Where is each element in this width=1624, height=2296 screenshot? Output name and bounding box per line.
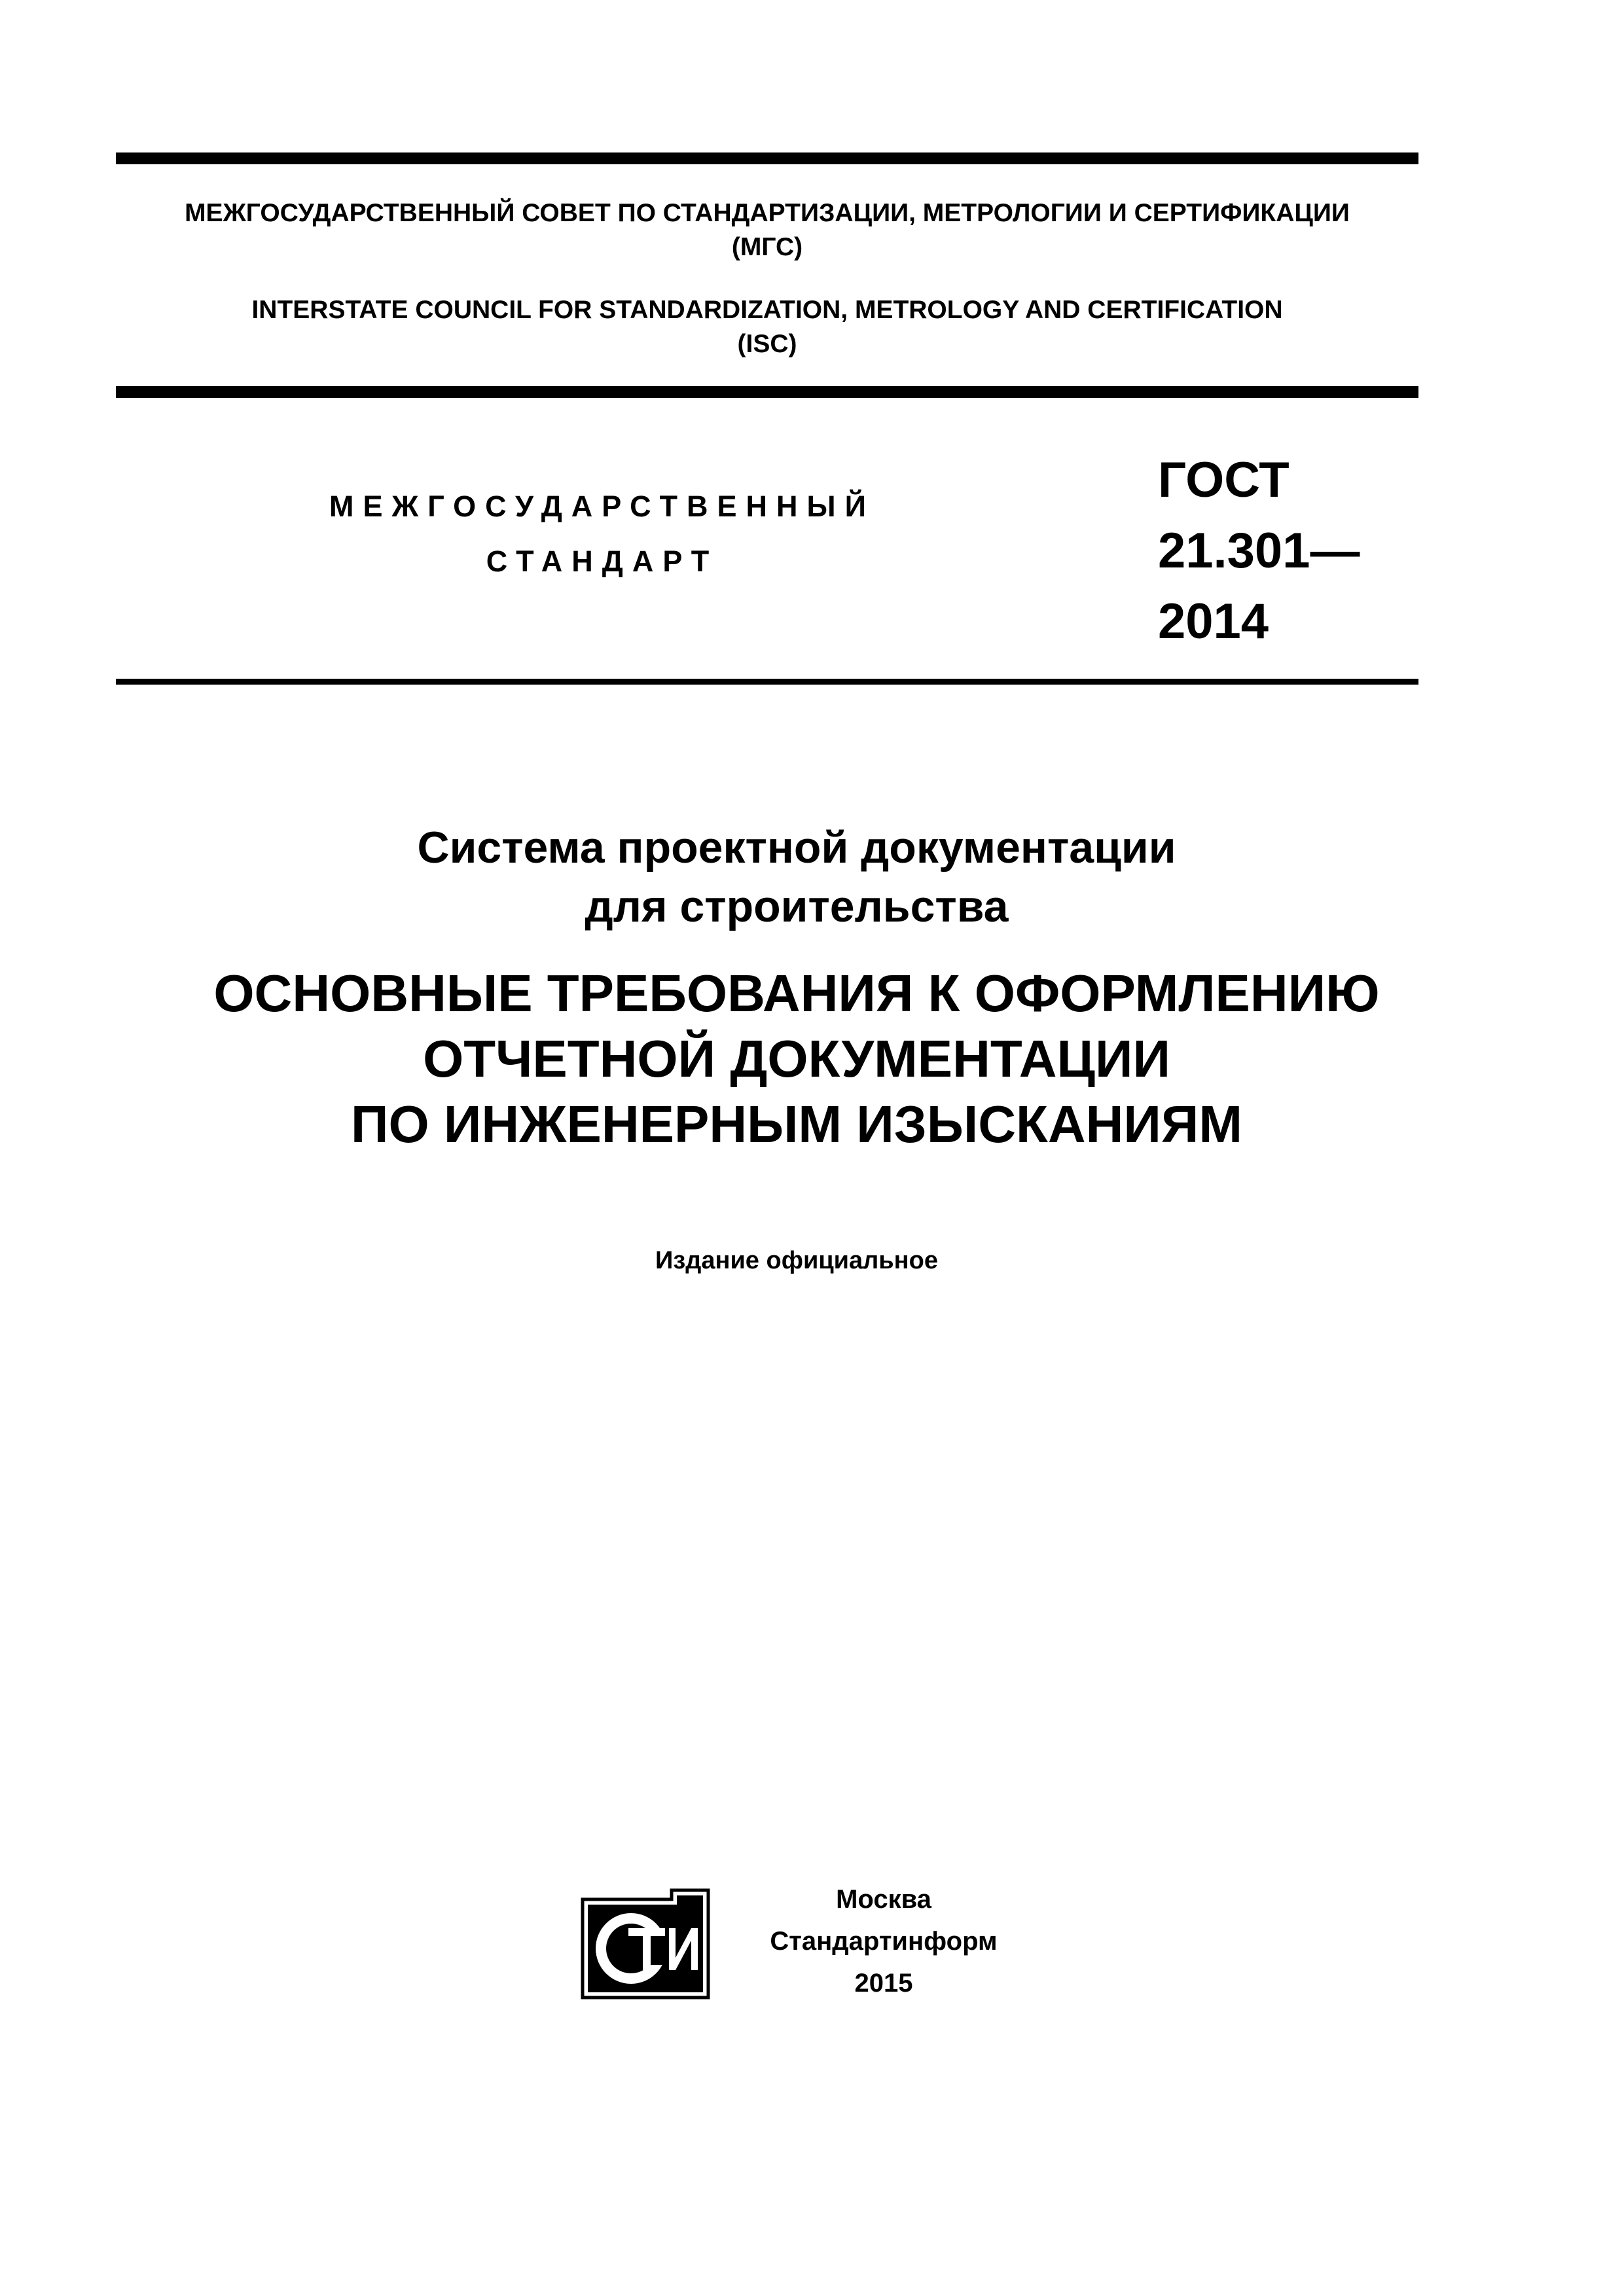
standard-label-line1: МЕЖГОСУДАРСТВЕННЫЙ bbox=[329, 490, 875, 523]
publisher-year: 2015 bbox=[854, 1969, 913, 1998]
council-en-block bbox=[116, 293, 1418, 361]
publisher-block bbox=[707, 1878, 1060, 2004]
main-title-line2: ОТЧЕТНОЙ ДОКУМЕНТАЦИИ bbox=[423, 1030, 1170, 1088]
standartinform-logo-icon bbox=[573, 1886, 712, 2004]
main-title bbox=[116, 961, 1477, 1157]
main-title-line3: ПО ИНЖЕНЕРНЫМ ИЗЫСКАНИЯМ bbox=[350, 1095, 1243, 1153]
publisher-city: Москва bbox=[836, 1885, 931, 1914]
gost-designation bbox=[1158, 445, 1360, 657]
system-title-line1: Система проектной документации bbox=[417, 823, 1176, 872]
council-en-name: INTERSTATE COUNCIL FOR STANDARDIZATION, METROLOGY AND CERTIFICATION bbox=[251, 296, 1283, 324]
system-title-line2: для строительства bbox=[585, 882, 1009, 931]
top-rule bbox=[116, 152, 1418, 164]
publisher-name: Стандартинформ bbox=[770, 1927, 998, 1956]
council-ru-name: МЕЖГОСУДАРСТВЕННЫЙ СОВЕТ ПО СТАНДАРТИЗАЦИИ, МЕТРОЛОГИИ И СЕРТИФИКАЦИИ bbox=[185, 199, 1350, 227]
bottom-rule bbox=[116, 679, 1418, 685]
edition-label: Издание официальное bbox=[655, 1247, 938, 1274]
main-title-line1: ОСНОВНЫЕ ТРЕБОВАНИЯ К ОФОРМЛЕНИЮ bbox=[213, 964, 1380, 1022]
gost-number: 21.301— bbox=[1158, 523, 1360, 579]
council-en-abbr: (ISC) bbox=[737, 330, 797, 358]
gost-year: 2014 bbox=[1158, 594, 1269, 649]
gost-prefix: ГОСТ bbox=[1158, 452, 1290, 508]
system-title bbox=[116, 818, 1477, 936]
council-ru-abbr: (МГС) bbox=[731, 233, 803, 261]
standard-label-line2: СТАНДАРТ bbox=[486, 545, 719, 578]
middle-rule bbox=[116, 386, 1418, 398]
council-ru-block bbox=[116, 196, 1418, 264]
